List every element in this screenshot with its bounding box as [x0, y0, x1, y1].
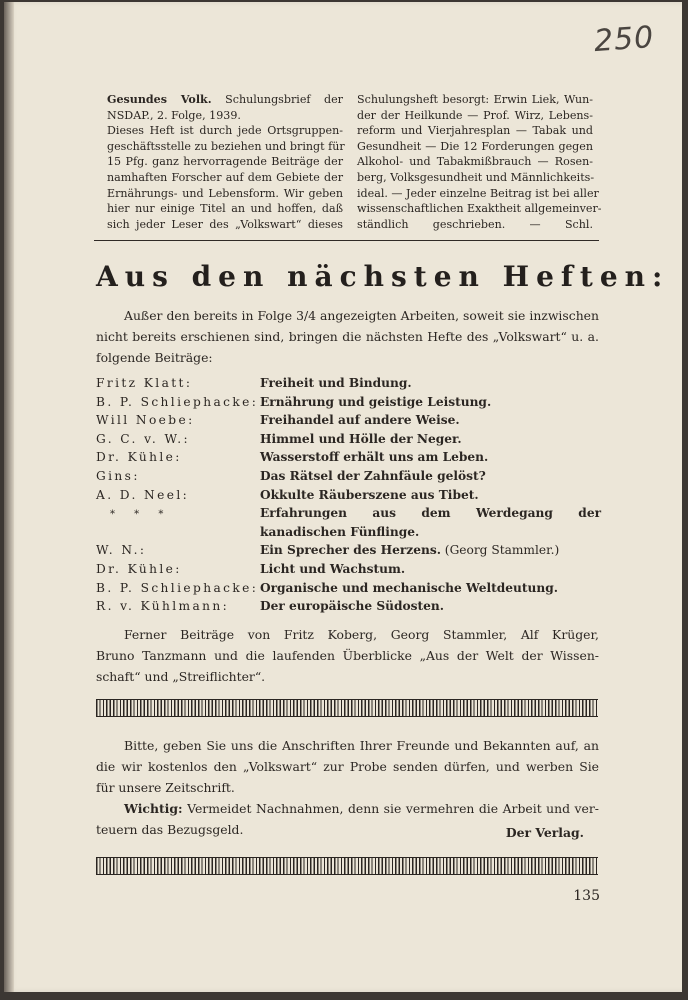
contribution-title: Das Rätsel der Zahnfäule gelöst? — [260, 468, 486, 483]
review-line: Gesundheit — Die 12 Forderungen gegen — [357, 139, 593, 153]
contribution-row — [96, 374, 601, 393]
contribution-note: (Georg Stammler.) — [440, 543, 560, 558]
handwritten-page-number: 250 — [592, 19, 656, 60]
contribution-author: Will Noebe: — [96, 413, 195, 428]
contribution-row — [96, 486, 601, 505]
contribution-row — [96, 541, 601, 560]
contribution-author: Fritz Klatt: — [96, 376, 193, 390]
review-line: sich jeder Leser des „Volkswart“ dieses — [107, 217, 343, 231]
review-line: Dieses Heft ist durch jede Ortsgruppen- — [107, 124, 343, 138]
hatched-divider — [96, 699, 598, 717]
section-title: Aus den nächsten Heften: — [96, 260, 670, 293]
review-line: berg, Volksgesundheit und Männlichkeits- — [357, 170, 595, 184]
publisher-signature: Der Verlag. — [505, 825, 584, 840]
contribution-row — [96, 411, 601, 430]
contribution-title: Erfahrungen aus dem Werdegang der kanadischen Fünflinge. — [260, 506, 601, 539]
review-line: Gesundes Volk. Schulungsbrief der — [107, 93, 343, 106]
contribution-author: B. P. Schliephacke: — [96, 394, 259, 409]
review-right-column — [357, 92, 602, 232]
contribution-row — [96, 579, 601, 598]
contribution-row — [96, 597, 601, 616]
contribution-title: Licht und Wachstum. — [260, 561, 406, 576]
intro-line: Außer den bereits in Folge 3/4 angezeigten Arbeiten, soweit sie inzwischen — [124, 308, 599, 323]
contribution-row — [96, 504, 601, 541]
request-line: Bitte, geben Sie uns die Anschriften Ihrer Freunde und Bekannten auf, an — [124, 738, 599, 753]
contribution-title: Himmel und Hölle der Neger. — [260, 431, 462, 446]
further-contributors-paragraph — [96, 624, 599, 687]
intro-line: nicht bereits erschienen sind, bringen die nächsten Hefte des „Volkswart“ u. a. — [96, 329, 599, 344]
further-line: Ferner Beiträge von Fritz Koberg, Georg Stammler, Alf Krüger, — [124, 627, 599, 642]
contribution-title: Organische und mechanische Weltdeutung. — [260, 580, 558, 595]
hatched-divider — [96, 857, 598, 875]
request-line: für unsere Zeitschrift. — [96, 780, 235, 795]
contribution-author: R. v. Kühlmann: — [96, 599, 230, 614]
contributions-list — [96, 374, 601, 616]
review-line: Alkohol- und Tabakmißbrauch — Rosen- — [357, 155, 593, 169]
review-line: ideal. — Jeder einzelne Beitrag ist bei aller — [357, 186, 599, 200]
review-line: Schulungsheft besorgt: Erwin Liek, Wun- — [357, 93, 593, 106]
anonymous-author-stars: * * * — [110, 509, 172, 521]
contribution-author: Gins: — [96, 468, 140, 483]
intro-paragraph — [96, 305, 599, 368]
contribution-row — [96, 448, 601, 467]
review-line: 15 Pfg. ganz hervorragende Beiträge der — [107, 155, 343, 169]
request-line: die wir kostenlos den „Volkswart“ zur Probe senden dürfen, und werben Sie — [96, 759, 599, 774]
page-number: 135 — [573, 888, 600, 904]
section-divider — [94, 240, 599, 241]
contribution-row — [96, 560, 601, 579]
contribution-title: Ein Sprecher des Herzens. (Georg Stammler.) — [260, 543, 560, 558]
book-spine-shadow — [4, 2, 14, 992]
intro-line: folgende Beiträge: — [96, 350, 213, 365]
contribution-author: B. P. Schliephacke: — [96, 580, 259, 595]
review-line: geschäftsstelle zu beziehen und bringt für — [107, 139, 345, 153]
review-line: namhaften Forscher auf dem Gebiete der — [107, 170, 343, 184]
review-line: NSDAP., 2. Folge, 1939. — [107, 108, 241, 122]
further-line: schaft“ und „Streiflichter“. — [96, 669, 266, 684]
scanned-page — [4, 2, 682, 992]
review-block — [107, 92, 602, 232]
review-line: wissenschaftlichen Exaktheit allgemeinver- — [357, 202, 602, 216]
contribution-author: A. D. Neel: — [96, 487, 190, 502]
contribution-row — [96, 467, 601, 486]
contribution-row — [96, 430, 601, 449]
contribution-title: Der europäische Südosten. — [260, 599, 445, 614]
contribution-title: Freiheit und Bindung. — [260, 376, 412, 390]
contribution-author: Dr. Kühle: — [96, 450, 182, 465]
contribution-title: Wasserstoff erhält uns am Leben. — [260, 450, 489, 465]
contribution-author: G. C. v. W.: — [96, 431, 191, 446]
contribution-title: Okkulte Räuberszene aus Tibet. — [260, 487, 479, 502]
review-line: der der Heilkunde — Prof. Wirz, Lebens- — [357, 108, 593, 122]
important-label: Wichtig: — [124, 801, 183, 816]
review-line: reform und Vierjahresplan — Tabak und — [357, 124, 593, 138]
review-heading: Gesundes Volk. — [107, 93, 212, 106]
contribution-title: Ernährung und geistige Leistung. — [260, 394, 492, 409]
contribution-author: W. N.: — [96, 543, 147, 558]
contribution-author: Dr. Kühle: — [96, 561, 182, 576]
review-line: ständlich geschrieben. — Schl. — [357, 217, 593, 231]
review-left-column — [107, 92, 343, 232]
important-line: teuern das Bezugsgeld. — [96, 822, 244, 837]
review-line: hier nur einige Titel an und hoffen, daß — [107, 202, 343, 216]
contribution-title: Freihandel auf andere Weise. — [260, 413, 460, 428]
important-line: Wichtig: Vermeidet Nachnahmen, denn sie vermehren die Arbeit und ver- — [124, 801, 599, 816]
review-line: Ernährungs- und Lebensform. Wir geben — [107, 186, 343, 200]
further-line: Bruno Tanzmann und die laufenden Überblicke „Aus der Welt der Wissen- — [96, 648, 599, 663]
contribution-row — [96, 393, 601, 412]
